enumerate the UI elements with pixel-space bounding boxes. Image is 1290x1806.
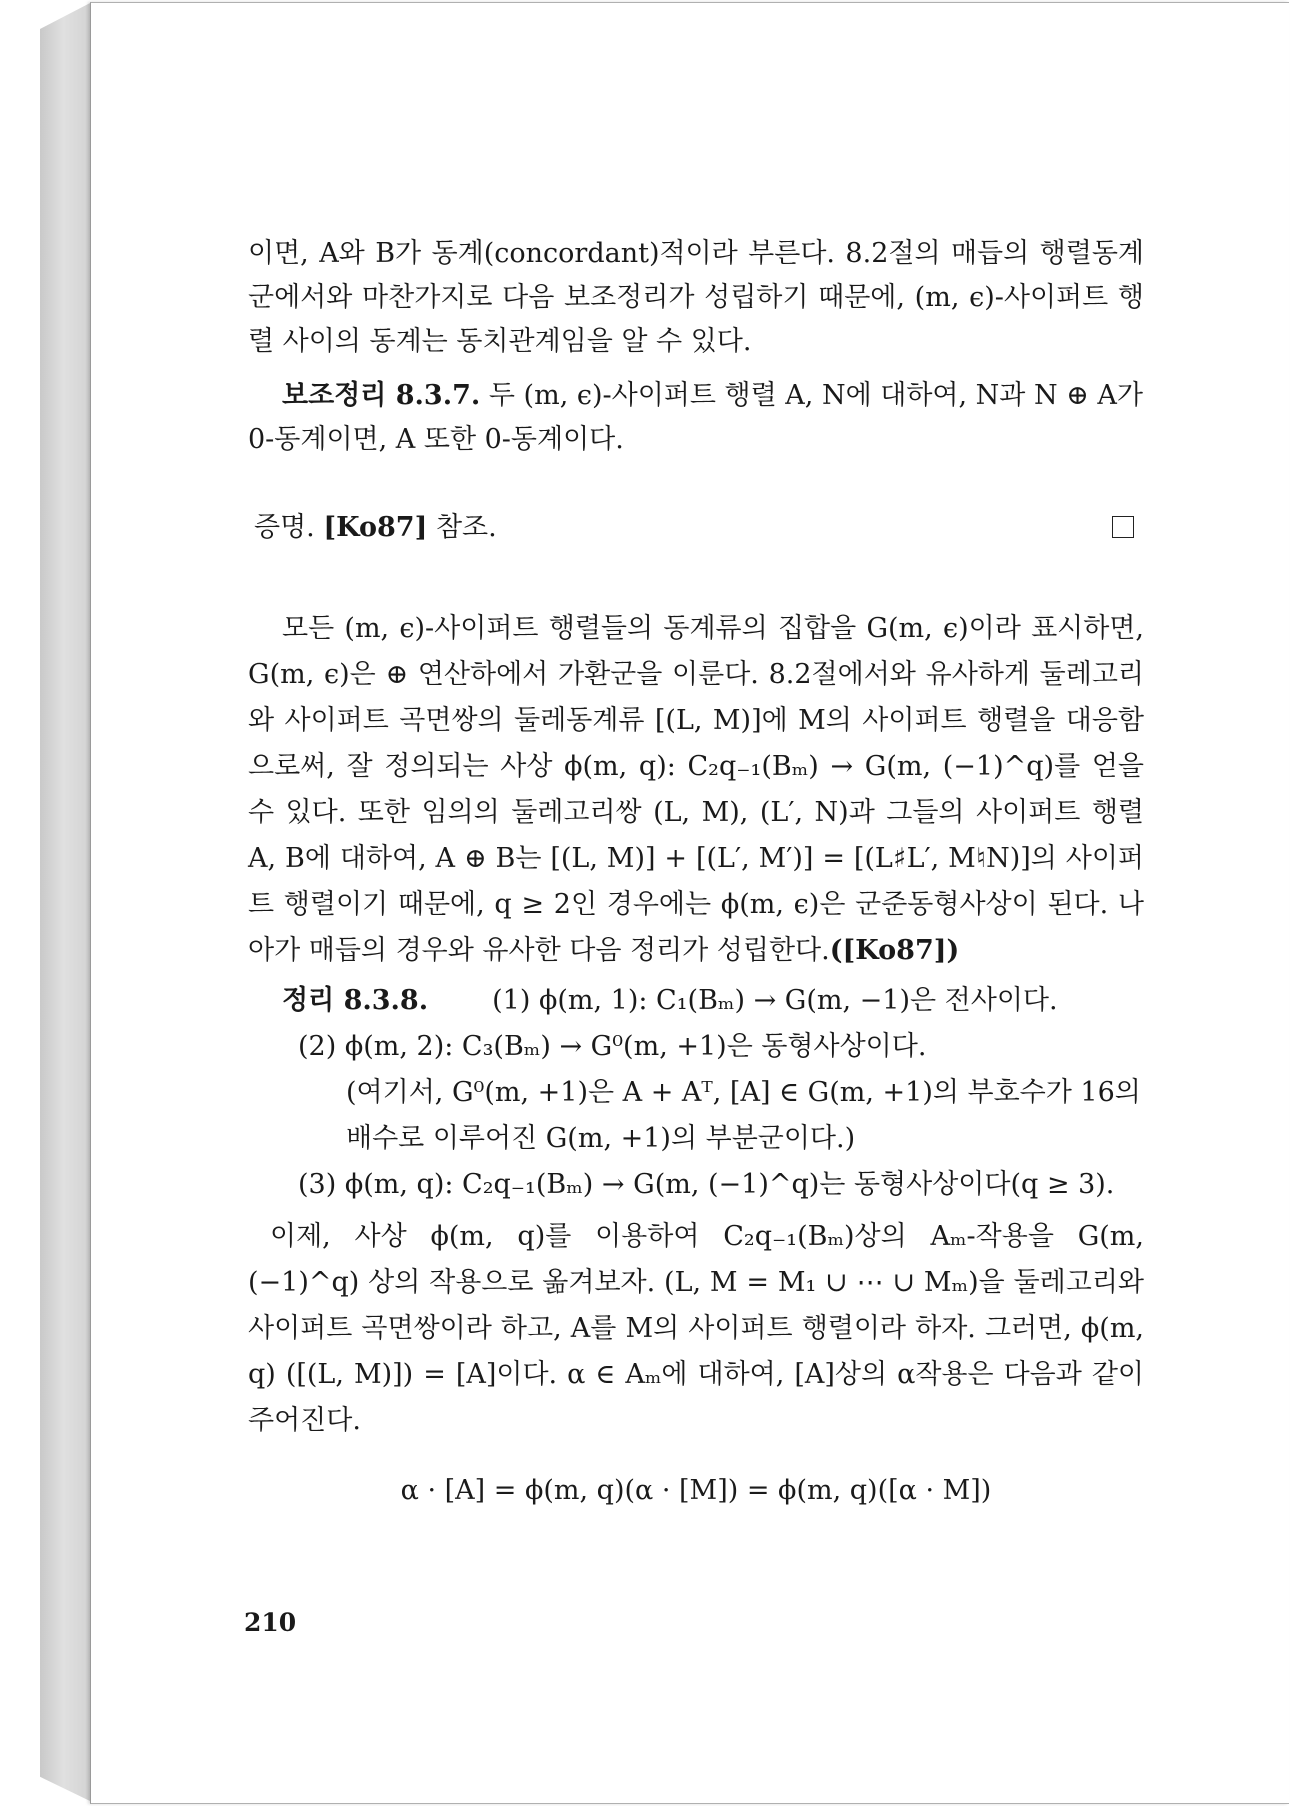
paragraph-2-reference: ([Ko87]) xyxy=(829,935,960,966)
theorem-8-3-8 xyxy=(248,978,1144,1024)
paragraph-2 xyxy=(248,606,1144,974)
equation: α · [A] = ϕ(m, q)(α · [M]) = ϕ(m, q)([α · M]) xyxy=(400,1475,992,1506)
lemma-label: 보조정리 8.3.7. xyxy=(282,380,481,411)
lemma-text: 두 (m, ϵ)-사이퍼트 행렬 A, N에 대하여, N과 N ⊕ A가 0-동계이면, A 또한 0-동계이다. xyxy=(248,380,1143,455)
paragraph-3: 이제, 사상 ϕ(m, q)를 이용하여 C₂q₋₁(Bₘ)상의 Aₘ-작용을 G(m, (−1)^q) 상의 작용으로 옮겨보자. (L, M = M₁ ∪ ⋯ ∪ Mₘ)을 둘레고리와 사이퍼트 곡면쌍이라 하고, A를 M의 사이퍼트 행렬이라 하자. 그러면, ϕ(m, q) ([(L, M)]) = [A]이다. α ∈ Aₘ에 대하여, [A]상의 α작용은 다음과 같이 주어진다. xyxy=(248,1221,1144,1436)
qed-square-icon xyxy=(1112,516,1134,538)
lemma-8-3-7 xyxy=(248,374,1144,462)
page-content xyxy=(248,232,1144,1514)
theorem-item-2: (2) ϕ(m, 2): C₃(Bₘ) → G⁰(m, +1)은 동형사상이다. xyxy=(298,1031,927,1062)
page-number: 210 xyxy=(244,1608,297,1637)
paragraph-1: 이면, A와 B가 동계(concordant)적이라 부른다. 8.2절의 매듭의 행렬동계군에서와 마찬가지로 다음 보조정리가 성립하기 때문에, (m, ϵ)-사이퍼트 행렬 사이의 동계는 동치관계임을 알 수 있다. xyxy=(248,238,1144,357)
proof-reference: [Ko87] xyxy=(323,512,428,543)
proof-text: 참조. xyxy=(435,512,497,543)
theorem-label: 정리 8.3.8. xyxy=(282,985,429,1016)
proof-label: 증명. xyxy=(254,512,315,543)
theorem-item-3: (3) ϕ(m, q): C₂q₋₁(Bₘ) → G(m, (−1)^q)는 동형사상이다(q ≥ 3). xyxy=(298,1169,1115,1200)
paragraph-2-text: 모든 (m, ϵ)-사이퍼트 행렬들의 동계류의 집합을 G(m, ϵ)이라 표시하면, G(m, ϵ)은 ⊕ 연산하에서 가환군을 이룬다. 8.2절에서와 유사하게 둘레고리와 사이퍼트 곡면쌍의 둘레동계류 [(L, M)]에 M의 사이퍼트 행렬을 대응함으로써, 잘 정의되는 사상 ϕ(m, q): C₂q₋₁(Bₘ) → G(m, (−1)^q)를 얻을 수 있다. 또한 임의의 둘레고리쌍 (L, M), (L′, N)과 그들의 사이퍼트 행렬 A, B에 대하여, A ⊕ B는 [(L, M)] + [(L′, M′)] = [(L♯L′, M♮N)]의 사이퍼트 행렬이기 때문에, q ≥ 2인 경우에는 ϕ(m, ϵ)은 군준동형사상이 된다. 나아가 매듭의 경우와 유사한 다음 정리가 성립한다. xyxy=(248,613,1144,966)
theorem-item-2-note: (여기서, G⁰(m, +1)은 A + Aᵀ, [A] ∈ G(m, +1)의 부호수가 16의 배수로 이루어진 G(m, +1)의 부분군이다.) xyxy=(346,1077,1141,1154)
book-spine xyxy=(40,2,92,1802)
proof xyxy=(248,506,1144,550)
theorem-item-1: (1) ϕ(m, 1): C₁(Bₘ) → G(m, −1)은 전사이다. xyxy=(492,985,1058,1016)
